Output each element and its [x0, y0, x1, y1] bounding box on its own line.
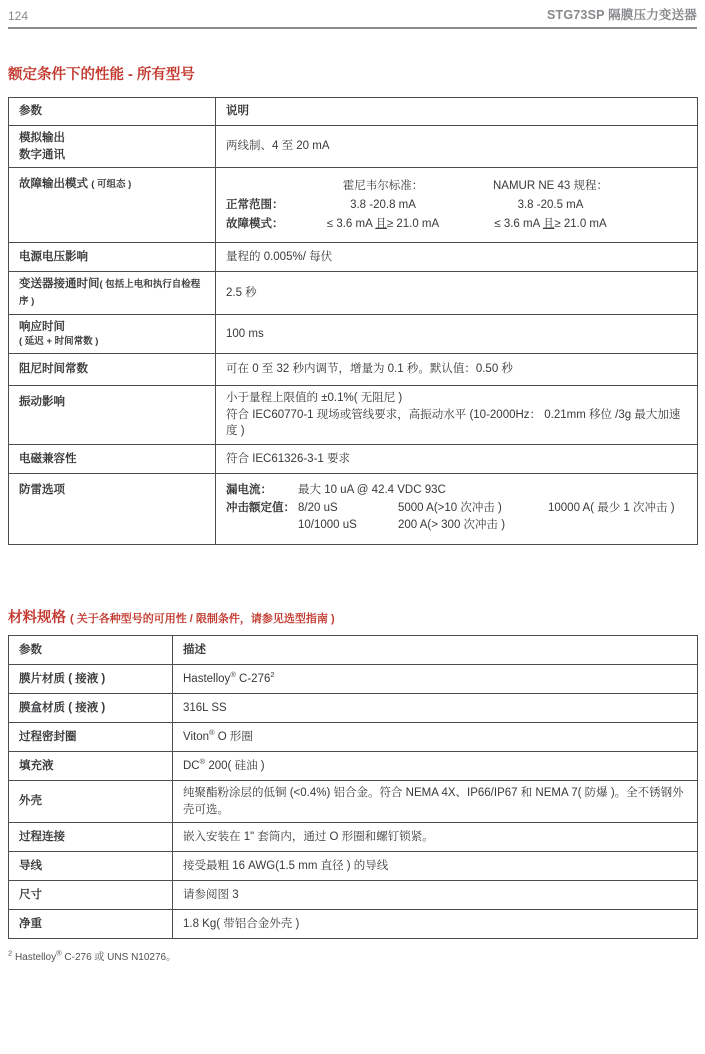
failure-mode-grid	[226, 178, 689, 232]
surge-r1c2: 5000 A(>10 次冲击 )	[398, 501, 502, 514]
surge-r1c3: 10000 A( 最少 1 次冲击 )	[548, 501, 675, 514]
value-emc: 符合 IEC61326-3-1 要求	[216, 445, 698, 474]
table-row-housing	[9, 781, 698, 823]
diaphragm-grade: C-276	[235, 672, 271, 685]
value-response-time: 100 ms	[216, 314, 698, 353]
param-emc: 电磁兼容性	[9, 445, 216, 474]
value-failure-mode	[216, 168, 698, 243]
fm-fail-pre: ≤ 3.6 mA	[326, 217, 376, 230]
materials-section-title	[8, 606, 697, 627]
table-row-damping	[9, 354, 698, 386]
param-dimensions: 尺寸	[9, 881, 173, 910]
table-row-emc	[9, 445, 698, 474]
col-header-param: 参数	[9, 636, 173, 665]
registered-mark: ®	[56, 949, 62, 959]
param-label: 变送器接通时间	[19, 278, 100, 291]
fm-fail-post2: ≥ 21.0 mA	[554, 217, 607, 230]
registered-mark: ®	[199, 756, 206, 766]
param-housing: 外壳	[9, 781, 173, 823]
fm-fail-and: 且	[375, 217, 387, 230]
table-row-capsule	[9, 694, 698, 723]
table-row-dimensions	[9, 881, 698, 910]
table-row-process-seal	[9, 723, 698, 752]
table-row-diaphragm	[9, 665, 698, 694]
param-line2: 数字通讯	[19, 148, 65, 161]
surge-r2c2: 200 A(> 300 次冲击 )	[398, 519, 506, 532]
value-process-connection: 嵌入安装在 1" 套筒内，通过 O 形圈和螺钉锁紧。	[173, 823, 698, 852]
fm-fail-namur	[468, 216, 633, 233]
surge-r2c1: 10/1000 uS	[298, 519, 357, 532]
table-row-net-weight	[9, 910, 698, 939]
footnote	[8, 948, 697, 963]
fm-normal-namur: 3.8 -20.5 mA	[517, 199, 584, 211]
value-capsule: 316L SS	[173, 694, 698, 723]
value-lightning	[216, 474, 698, 545]
value-process-seal	[173, 723, 698, 752]
footnote-text: Hastelloy	[12, 952, 57, 964]
col-header-param: 参数	[9, 98, 216, 126]
value-housing: 纯聚酯粉涂层的低铜 (<0.4%) 铝合金。符合 NEMA 4X、IP66/IP67 和 NEMA 7( 防爆 )。全不锈钢外壳可选。	[173, 781, 698, 823]
vibration-line1: 小于量程上限值的 ±0.1%( 无阻尼 )	[226, 392, 403, 405]
seal-text: Viton	[183, 730, 210, 743]
param-wiring: 导线	[9, 852, 173, 881]
value-turn-on-time: 2.5 秒	[216, 272, 698, 314]
param-process-connection: 过程连接	[9, 823, 173, 852]
value-net-weight: 1.8 Kg( 带铝合金外壳 )	[173, 910, 698, 939]
param-note: ( 包括上电和执行自检程序 )	[19, 279, 201, 308]
surge-empty	[226, 517, 298, 534]
param-vibration: 振动影响	[9, 386, 216, 445]
fill-text: DC	[183, 759, 200, 772]
value-diaphragm	[173, 665, 698, 694]
leakage-label: 漏电流：	[226, 484, 272, 497]
fm-normal-honeywell: 3.8 -20.8 mA	[350, 199, 416, 211]
registered-mark: ®	[209, 727, 215, 737]
param-failure-mode	[9, 168, 216, 243]
table-header-row	[9, 98, 698, 126]
page-number: 124	[8, 9, 29, 23]
param-note: ( 可组态 )	[91, 179, 132, 191]
param-line1: 模拟输出	[19, 132, 65, 144]
surge-empty2	[548, 517, 689, 534]
seal-text2: O 形圈	[214, 730, 253, 743]
diaphragm-text: Hastelloy	[183, 672, 231, 685]
param-label: 故障输出模式	[19, 178, 88, 191]
footnote-text2: C-276 或 UNS N10276。	[61, 952, 177, 964]
table-row-lightning	[9, 474, 698, 545]
value-vibration	[216, 386, 698, 445]
param-lightning: 防雷选项	[9, 474, 216, 545]
fill-text2: 200( 硅油 )	[205, 759, 265, 772]
param-supply-voltage: 电源电压影响	[9, 243, 216, 272]
table-row-fill-fluid	[9, 752, 698, 781]
surge-label: 冲击额定值：	[226, 501, 295, 514]
value-fill-fluid	[173, 752, 698, 781]
param-analog-output	[9, 126, 216, 168]
fm-honeywell-header: 霍尼韦尔标准：	[342, 180, 424, 193]
table-row-response-time	[9, 314, 698, 353]
value-damping: 可在 0 至 32 秒内调节，增量为 0.1 秒。默认值：0.50 秒	[216, 354, 698, 386]
lightning-leakage-row	[226, 482, 689, 499]
fm-namur-header: NAMUR NE 43 规程：	[492, 180, 609, 193]
value-supply-voltage: 量程的 0.005%/ 每伏	[216, 243, 698, 272]
performance-section-title: 额定条件下的性能 - 所有型号	[8, 67, 195, 83]
param-capsule: 膜盒材质 ( 接液 )	[9, 694, 173, 723]
col-header-desc: 说明	[216, 98, 698, 126]
materials-title-note: ( 关于各种型号的可用性 / 限制条件，请参见选型指南 )	[70, 613, 335, 626]
param-net-weight: 净重	[9, 910, 173, 939]
table-row-analog-output	[9, 126, 698, 168]
table-header-row	[9, 636, 698, 665]
param-diaphragm: 膜片材质 ( 接液 )	[9, 665, 173, 694]
param-note: ( 延迟 + 时间常数 )	[19, 336, 99, 348]
fm-normal-label: 正常范围：	[226, 199, 284, 211]
lightning-surge-row1	[226, 500, 689, 517]
param-process-seal: 过程密封圈	[9, 723, 173, 752]
fm-fail-label: 故障模式：	[226, 217, 284, 230]
performance-table	[8, 97, 698, 545]
value-wiring: 接受最粗 16 AWG(1.5 mm 直径 ) 的导线	[173, 852, 698, 881]
surge-r1c1: 8/20 uS	[298, 501, 338, 514]
fm-fail-pre2: ≤ 3.6 mA	[494, 217, 543, 230]
materials-table	[8, 635, 698, 939]
table-row-process-connection	[9, 823, 698, 852]
value-dimensions: 请参阅图 3	[173, 881, 698, 910]
param-label: 响应时间	[19, 320, 65, 333]
table-row-wiring	[9, 852, 698, 881]
param-damping: 阻尼时间常数	[9, 354, 216, 386]
table-row-vibration	[9, 386, 698, 445]
lightning-surge-row2	[226, 517, 689, 534]
footnote-marker: 2	[8, 949, 13, 959]
value-analog-output: 两线制、4 至 20 mA	[216, 126, 698, 168]
vibration-line2: 符合 IEC60770-1 现场或管线要求，高振动水平 (10-2000Hz： 0.21mm 移位 /3g 最大加速度 )	[226, 408, 681, 438]
fm-fail-and2: 且	[542, 217, 555, 230]
table-row-turn-on-time	[9, 272, 698, 314]
param-response-time	[9, 314, 216, 353]
table-row-failure-mode	[9, 168, 698, 243]
leakage-value: 最大 10 uA @ 42.4 VDC 93C	[298, 484, 446, 497]
fm-fail-honeywell	[298, 216, 468, 233]
col-header-desc: 描述	[173, 636, 698, 665]
fm-fail-post: ≥ 21.0 mA	[386, 217, 440, 230]
page-header	[8, 5, 697, 29]
registered-mark: ®	[230, 669, 236, 679]
document-title: STG73SP 隔膜压力变送器	[546, 8, 697, 22]
param-turn-on-time	[9, 272, 216, 314]
footnote-ref: 2	[270, 669, 275, 679]
fm-empty	[226, 178, 298, 195]
table-row-supply-voltage	[9, 243, 698, 272]
param-fill-fluid: 填充液	[9, 752, 173, 781]
materials-title-main: 材料规格	[8, 610, 66, 627]
